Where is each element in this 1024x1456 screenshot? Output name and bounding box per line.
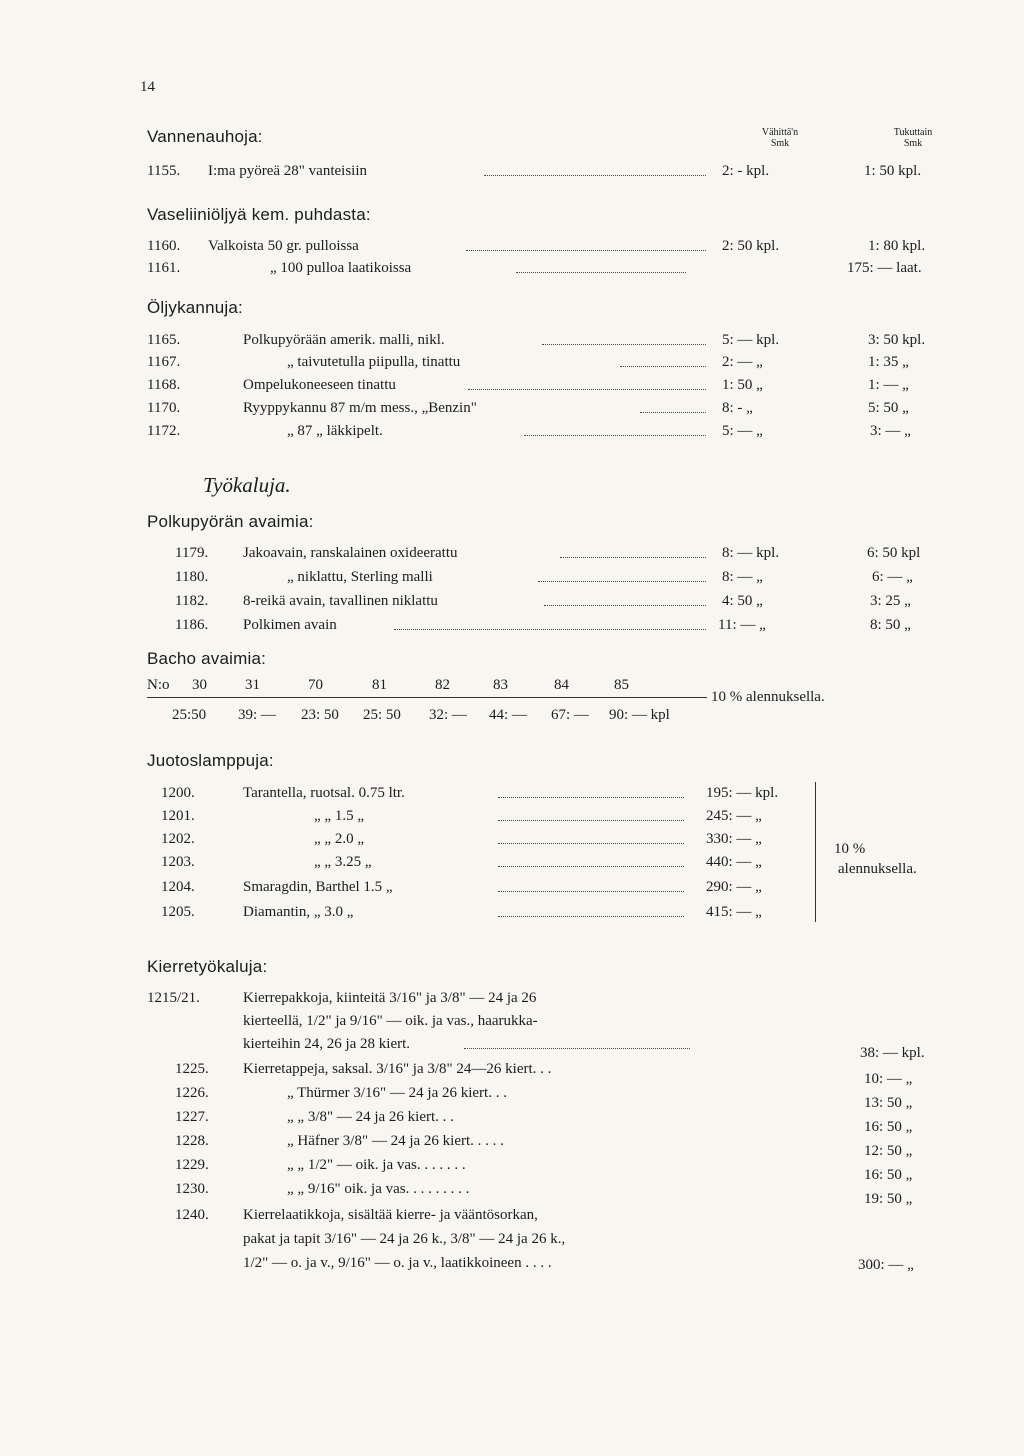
item-number: 1215/21. <box>147 990 200 1006</box>
item-number: 1186. <box>175 617 209 633</box>
leader-dots <box>464 1048 690 1049</box>
item-description: „ Thürmer 3/16" — 24 ja 26 kiert. . . <box>287 1085 507 1101</box>
bacho-price: 25:50 <box>172 707 207 723</box>
leader-dots <box>538 581 706 582</box>
retail-price: 330: — „ <box>706 831 762 847</box>
page-number: 14 <box>140 79 155 95</box>
item-number: 1161. <box>147 260 181 276</box>
bacho-number: 84 <box>554 677 569 693</box>
item-number: 1230. <box>175 1181 209 1197</box>
wholesale-price: 1: 80 kpl. <box>868 238 926 254</box>
retail-price: 415: — „ <box>706 904 762 920</box>
price: 38: — kpl. <box>860 1045 925 1061</box>
leader-dots <box>394 629 706 630</box>
bacho-label: N:o <box>147 677 170 693</box>
item-number: 1240. <box>175 1207 209 1223</box>
col-header-retail <box>752 127 808 149</box>
col-header-wholesale-unit: Smk <box>903 138 923 149</box>
bacho-discount: 10 % alennuksella. <box>711 689 825 705</box>
item-description-cont: pakat ja tapit 3/16" — 24 ja 26 k., 3/8" — 24 ja 26 k., <box>243 1231 566 1247</box>
retail-price: 245: — „ <box>706 808 762 824</box>
col-header-retail-unit: Smk <box>770 138 790 149</box>
item-description: „ 87 „ läkkipelt. <box>287 423 383 439</box>
item-description: „ taivutetulla piipulla, tinattu <box>287 354 461 370</box>
item-number: 1205. <box>161 904 195 920</box>
item-number: 1180. <box>175 569 209 585</box>
item-number: 1170. <box>147 400 181 416</box>
retail-price: 8: — kpl. <box>722 545 780 561</box>
bacho-number: 70 <box>308 677 323 693</box>
retail-price: 11: — „ <box>718 617 766 633</box>
col-header-wholesale <box>878 127 948 149</box>
item-description: 8-reikä avain, tavallinen niklattu <box>243 593 438 609</box>
leader-dots <box>620 366 706 367</box>
bacho-price: 39: — <box>238 707 276 723</box>
leader-dots <box>498 866 684 867</box>
leader-dots <box>516 272 686 273</box>
item-number: 1182. <box>175 593 209 609</box>
price: 12: 50 „ <box>864 1143 913 1159</box>
retail-price: 5: — „ <box>722 423 763 439</box>
item-number: 1228. <box>175 1133 209 1149</box>
col-header-wholesale-label: Tukuttain <box>893 127 933 138</box>
bacho-price: 90: — kpl <box>609 707 670 723</box>
wholesale-price: 5: 50 „ <box>868 400 909 416</box>
item-description: Jakoavain, ranskalainen oxideerattu <box>243 545 458 561</box>
retail-price: 8: - „ <box>722 400 753 416</box>
wholesale-price: 8: 50 „ <box>870 617 911 633</box>
retail-price: 2: 50 kpl. <box>722 238 780 254</box>
price: 16: 50 „ <box>864 1119 913 1135</box>
item-description: „ „ 9/16" oik. ja vas. . . . . . . . . <box>287 1181 470 1197</box>
item-description: „ „ 2.0 „ <box>314 831 364 847</box>
item-description: I:ma pyöreä 28" vanteisiin <box>208 163 367 179</box>
leader-dots <box>498 916 684 917</box>
item-description: „ „ 1/2" — oik. ja vas. . . . . . . <box>287 1157 466 1173</box>
item-number: 1227. <box>175 1109 209 1125</box>
wholesale-price: 3: 50 kpl. <box>868 332 926 348</box>
item-number: 1160. <box>147 238 181 254</box>
wholesale-price: 1: — „ <box>868 377 909 393</box>
section-title-vaseliini: Vaseliiniöljyä kem. puhdasta: <box>147 205 371 224</box>
price: 10: — „ <box>864 1071 913 1087</box>
leader-dots <box>544 605 706 606</box>
retail-price: 1: 50 „ <box>722 377 763 393</box>
wholesale-price: 3: — „ <box>870 423 911 439</box>
item-number: 1168. <box>147 377 181 393</box>
retail-price: 195: — kpl. <box>706 785 779 801</box>
item-description: „ „ 3/8" — 24 ja 26 kiert. . . <box>287 1109 454 1125</box>
bacho-number: 81 <box>372 677 387 693</box>
section-title-juotos: Juotoslamppuja: <box>147 751 274 770</box>
item-description: „ 100 pulloa laatikoissa <box>270 260 412 276</box>
wholesale-price: 1: 50 kpl. <box>864 163 922 179</box>
item-description: Ompelukoneeseen tinattu <box>243 377 396 393</box>
item-description: Ryyppykannu 87 m/m mess., „Benzin" <box>243 400 477 416</box>
item-description: „ „ 3.25 „ <box>314 854 372 870</box>
retail-price: 2: — „ <box>722 354 763 370</box>
item-description: „ „ 1.5 „ <box>314 808 364 824</box>
bacho-number: 30 <box>192 677 207 693</box>
section-title-bacho: Bacho avaimia: <box>147 649 267 668</box>
bacho-price: 25: 50 <box>363 707 401 723</box>
item-number: 1202. <box>161 831 195 847</box>
juotos-discount-label: alennuksella. <box>838 861 917 877</box>
bacho-price: 44: — <box>489 707 527 723</box>
item-description-cont: kierteihin 24, 26 ja 28 kiert. <box>243 1036 411 1052</box>
item-description: Kierrelaatikkoja, sisältää kierre- ja vääntösorkan, <box>243 1207 538 1223</box>
leader-dots <box>468 389 706 390</box>
item-number: 1204. <box>161 879 195 895</box>
leader-dots <box>498 797 684 798</box>
item-description: Tarantella, ruotsal. 0.75 ltr. <box>243 785 405 801</box>
bacho-rule <box>147 697 707 698</box>
wholesale-price: 3: 25 „ <box>870 593 911 609</box>
item-description-cont: kierteellä, 1/2" ja 9/16" — oik. ja vas., haarukka- <box>243 1013 538 1029</box>
wholesale-price: 1: 35 „ <box>868 354 909 370</box>
bacho-price: 32: — <box>429 707 467 723</box>
price: 300: — „ <box>858 1257 914 1273</box>
item-description: Kierrepakkoja, kiinteitä 3/16" ja 3/8" — 24 ja 26 <box>243 990 537 1006</box>
item-description: „ niklattu, Sterling malli <box>287 569 433 585</box>
wholesale-price: 6: — „ <box>872 569 913 585</box>
item-number: 1226. <box>175 1085 209 1101</box>
leader-dots <box>498 891 684 892</box>
item-description-cont: 1/2" — o. ja v., 9/16" — o. ja v., laatikkoineen . . . . <box>243 1255 552 1271</box>
leader-dots <box>560 557 706 558</box>
retail-price: 290: — „ <box>706 879 762 895</box>
item-description: Diamantin, „ 3.0 „ <box>243 904 354 920</box>
section-title-kierre: Kierretyökaluja: <box>147 957 268 976</box>
leader-dots <box>484 175 706 176</box>
item-description: Polkupyörään amerik. malli, nikl. <box>243 332 445 348</box>
price: 16: 50 „ <box>864 1167 913 1183</box>
item-number: 1225. <box>175 1061 209 1077</box>
bacho-number: 31 <box>245 677 260 693</box>
item-number: 1203. <box>161 854 195 870</box>
leader-dots <box>542 344 706 345</box>
leader-dots <box>640 412 706 413</box>
item-description: „ Häfner 3/8" — 24 ja 26 kiert. . . . . <box>287 1133 504 1149</box>
item-number: 1201. <box>161 808 195 824</box>
bacho-price: 23: 50 <box>301 707 339 723</box>
retail-price: 4: 50 „ <box>722 593 763 609</box>
item-number: 1179. <box>175 545 209 561</box>
discount-bracket <box>815 782 816 922</box>
section-title-avaimia: Polkupyörän avaimia: <box>147 512 314 531</box>
leader-dots <box>524 435 706 436</box>
item-number: 1172. <box>147 423 181 439</box>
leader-dots <box>498 843 684 844</box>
item-number: 1155. <box>147 163 181 179</box>
section-title-oljykannuja: Öljykannuja: <box>147 298 243 317</box>
retail-price: 440: — „ <box>706 854 762 870</box>
wholesale-price: 175: — laat. <box>847 260 922 276</box>
retail-price: 8: — „ <box>722 569 763 585</box>
juotos-discount-percent: 10 % <box>834 841 866 857</box>
col-header-retail-label: Vähittä'n <box>761 127 799 138</box>
retail-price: 5: — kpl. <box>722 332 780 348</box>
bacho-number: 83 <box>493 677 508 693</box>
section-title-vannenauhoja: Vannenauhoja: <box>147 127 263 146</box>
price: 19: 50 „ <box>864 1191 913 1207</box>
bacho-price: 67: — <box>551 707 589 723</box>
wholesale-price: 6: 50 kpl <box>867 545 921 561</box>
item-number: 1165. <box>147 332 181 348</box>
bacho-number: 85 <box>614 677 629 693</box>
item-description: Polkimen avain <box>243 617 337 633</box>
section-title-tyokaluja: Työkaluja. <box>203 473 291 497</box>
item-description: Smaragdin, Barthel 1.5 „ <box>243 879 393 895</box>
item-description: Valkoista 50 gr. pulloissa <box>208 238 359 254</box>
leader-dots <box>498 820 684 821</box>
bacho-number: 82 <box>435 677 450 693</box>
item-description: Kierretappeja, saksal. 3/16" ja 3/8" 24—26 kiert. . . <box>243 1061 552 1077</box>
price: 13: 50 „ <box>864 1095 913 1111</box>
leader-dots <box>466 250 706 251</box>
item-number: 1229. <box>175 1157 209 1173</box>
item-number: 1167. <box>147 354 181 370</box>
item-number: 1200. <box>161 785 195 801</box>
retail-price: 2: - kpl. <box>722 163 770 179</box>
